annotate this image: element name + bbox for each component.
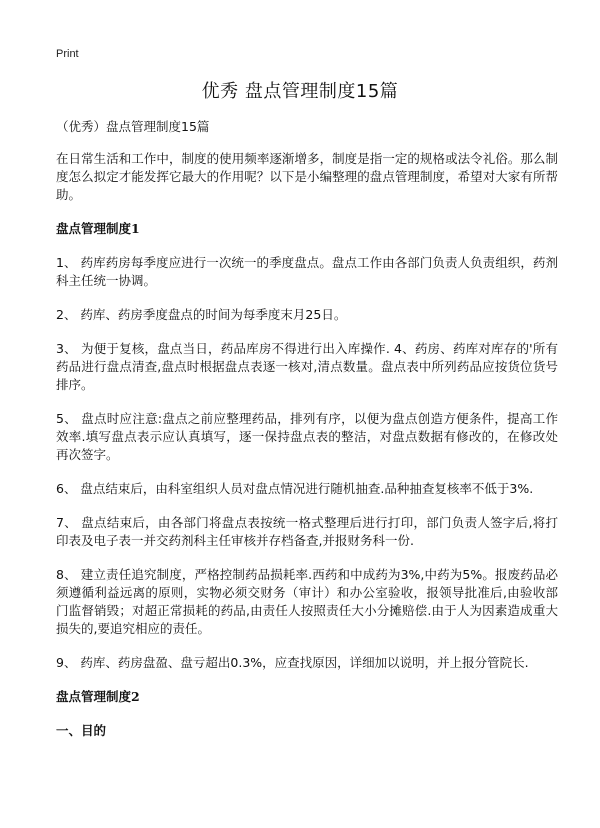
rule-item-9: 9、 药库、药房盘盈、盘亏超出0.3%，应查找原因，详细加以说明，并上报分管院长. — [56, 655, 529, 670]
document-subtitle: （优秀）盘点管理制度15篇 — [56, 119, 210, 134]
rule-item-8: 8、 建立责任追究制度，严格控制药品损耗率.西药和中成药为3%,中药为5%。报废药品必须遵循利益远离的原则，实物必须交财务（审计）和办公室验收，报领导批准后,由验收部门监督销毁；对超正常损耗的药品,由责任人按照责任大小分摊赔偿.由于人为因素造成重大损失的,要追究相应的责任。 — [56, 567, 558, 636]
rule-item-7: 7、 盘点结束后，由各部门将盘点表按统一格式整理后进行打印，部门负责人签字后,将打印表及电子表一并交药剂科主任审核并存档备查,并报财务科一份. — [56, 515, 558, 548]
rule-item-3: 3、 为便于复核，盘点当日，药品库房不得进行出入库操作. 4、药房、药库对库存的'所有药品进行盘点清查,盘点时根据盘点表逐一核对,清点数量。盘点表中所列药品应按货位货号排序。 — [56, 341, 558, 392]
rule-item-2: 2、 药库、药房季度盘点的时间为每季度末月25日。 — [56, 307, 347, 322]
section-heading-2: 盘点管理制度2 — [56, 689, 140, 704]
print-link[interactable]: Print — [56, 48, 79, 60]
rule-item-6: 6、 盘点结束后，由科室组织人员对盘点情况进行随机抽查.品种抽查复核率不低于3%. — [56, 481, 534, 496]
page-title: 优秀 盘点管理制度15篇 — [201, 81, 399, 102]
intro-paragraph: 在日常生活和工作中，制度的使用频率逐渐增多，制度是指一定的规格或法令礼俗。那么制度怎么拟定才能发挥它最大的作用呢？以下是小编整理的盘点管理制度，希望对大家有所帮助。 — [56, 151, 558, 202]
rule-item-5: 5、 盘点时应注意:盘点之前应整理药品，排列有序，以便为盘点创造方便条件，提高工作效率.填写盘点表示应认真填写，逐一保持盘点表的整洁，对盘点数据有修改的，在修改处再次签字。 — [56, 411, 558, 462]
section-heading-1: 盘点管理制度1 — [56, 221, 140, 236]
section-subheading-purpose: 一、目的 — [56, 723, 107, 738]
document-body — [56, 118, 558, 740]
rule-item-1: 1、 药库药房每季度应进行一次统一的季度盘点。盘点工作由各部门负责人负责组织，药剂科主任统一协调。 — [56, 255, 558, 288]
